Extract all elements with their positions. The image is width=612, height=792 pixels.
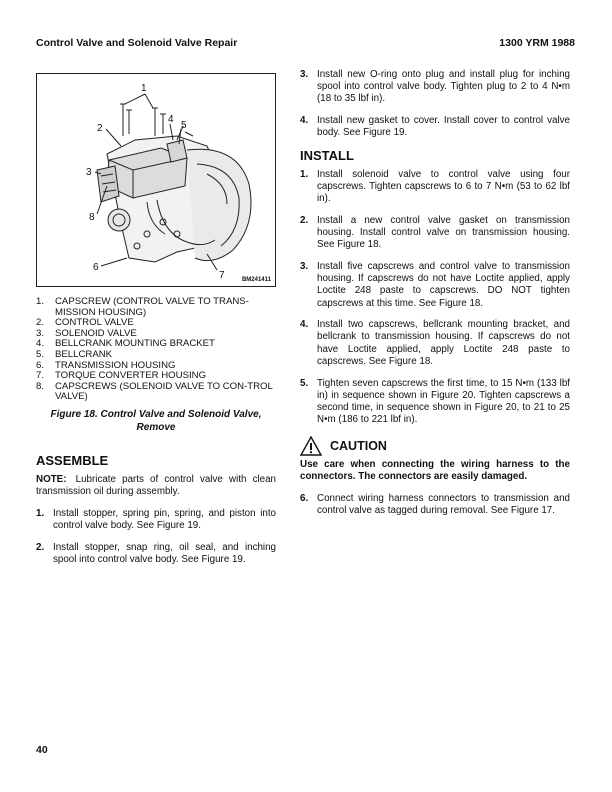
- callout-3: 3: [86, 167, 92, 178]
- legend-num: 4.: [36, 338, 45, 350]
- note-label: NOTE:: [36, 474, 67, 486]
- callout-4: 4: [168, 114, 174, 125]
- assemble-section: [36, 455, 276, 575]
- step-num: 2.: [300, 214, 309, 226]
- legend-text: CONTROL VALVE: [55, 317, 134, 329]
- warning-triangle-icon: [300, 436, 322, 456]
- step-num: 1.: [300, 168, 309, 180]
- step-num: 5.: [300, 377, 309, 389]
- assemble-step: [36, 508, 276, 532]
- step-text: Install solenoid valve to control valve using four capscrews. Tighten capscrews to 6 to 7 N•m (53 to 62 lbf in).: [317, 168, 570, 205]
- step-num: 4.: [300, 115, 309, 127]
- install-step: [300, 378, 570, 427]
- assemble-note: [36, 474, 276, 498]
- legend-text: BELLCRANK MOUNTING BRACKET: [55, 338, 215, 350]
- step-text: Tighten seven capscrews the first time, to 15 N•m (133 lbf in) in sequence shown in Figure 20. Tighten capscrews a second time, in sequence shown in Figure 20, to 21 to 25 N•m (186 to 221 lbf in).: [317, 377, 570, 426]
- step-text: Install five capscrews and control valve to transmission housing. If capscrews do not have Loctite applied, apply Loctite 248 paste to capscrews. DO NOT tighten capscrews at this time. See Figure 18.: [317, 260, 570, 309]
- transmission-drawing: [37, 74, 277, 288]
- callout-6: 6: [93, 262, 99, 273]
- legend-text: SOLENOID VALVE: [55, 327, 137, 339]
- step-text: Install new O-ring onto plug and install plug for inching spool into control valve body. Tighten plug to 2 to 4 N•m (18 to 35 lbf in).: [317, 69, 570, 105]
- legend-num: 7.: [36, 370, 45, 382]
- install-heading: INSTALL: [300, 147, 354, 163]
- step-num: 2.: [36, 541, 45, 553]
- legend-item: [36, 382, 276, 403]
- legend-num: 8.: [36, 380, 45, 392]
- install-step: [300, 215, 570, 252]
- legend-num: 6.: [36, 359, 45, 371]
- step-num: 1.: [36, 507, 45, 519]
- caution-header: [300, 436, 570, 456]
- legend-text: CAPSCREW (CONTROL VALVE TO TRANS-MISSION HOUSING): [55, 296, 249, 318]
- install-step: [300, 319, 570, 368]
- legend-text: CAPSCREWS (SOLENOID VALVE TO CON-TROL VALVE): [55, 380, 273, 403]
- legend-text: TRANSMISSION HOUSING: [55, 359, 176, 371]
- callout-1: 1: [141, 83, 147, 94]
- caution-title: CAUTION: [330, 438, 387, 453]
- assemble-step: [36, 542, 276, 566]
- step-text: Connect wiring harness connectors to transmission and control valve as tagged during removal. See Figure 17.: [317, 493, 570, 517]
- header-section-title: Control Valve and Solenoid Valve Repair: [36, 37, 238, 49]
- legend-item: [36, 297, 276, 318]
- callout-7: 7: [219, 270, 225, 281]
- assemble-heading: ASSEMBLE: [36, 453, 109, 468]
- step-text: Install stopper, spring pin, spring, and piston into control valve body. See Figure 19.: [53, 507, 276, 531]
- callout-8: 8: [89, 212, 95, 223]
- figure-caption: Figure 18. Control Valve and Solenoid Valve, Remove: [50, 409, 262, 433]
- callout-2: 2: [97, 123, 103, 134]
- header-manual-code: 1300 YRM 1988: [499, 37, 575, 49]
- legend-text: TORQUE CONVERTER HOUSING: [55, 370, 207, 382]
- right-column: [300, 69, 570, 527]
- assemble-step: [300, 115, 570, 139]
- legend-num: 2.: [36, 317, 45, 329]
- step-text: Install stopper, snap ring, oil seal, and inching spool into control valve body. See Figure 19.: [53, 541, 276, 565]
- step-num: 6.: [300, 493, 309, 505]
- assemble-step: [300, 69, 570, 106]
- install-step: [300, 493, 570, 517]
- legend-num: 3.: [36, 327, 45, 339]
- step-num: 3.: [300, 260, 309, 272]
- legend-num: 1.: [36, 296, 45, 307]
- page-number: 40: [36, 744, 48, 756]
- figure-code: BM241411: [241, 277, 271, 283]
- note-text: Lubricate parts of control valve with clean transmission oil during assembly.: [36, 474, 276, 498]
- step-text: Install new gasket to cover. Install cover to control valve body. See Figure 19.: [317, 115, 570, 139]
- step-num: 4.: [300, 319, 309, 331]
- step-text: Install two capscrews, bellcrank mounting bracket, and bellcrank to transmission housing. If capscrews do not have Loctite applied, apply Loctite 248 paste to capscrews. See Figure 18.: [317, 319, 570, 367]
- figure-legend: [36, 297, 276, 403]
- step-num: 3.: [300, 69, 309, 80]
- install-step: [300, 261, 570, 310]
- caution-text: Use care when connecting the wiring harness to the connectors. The connectors are easily damaged.: [300, 458, 570, 483]
- callout-5: 5: [181, 120, 187, 131]
- legend-num: 5.: [36, 348, 45, 360]
- install-step: [300, 169, 570, 206]
- step-text: Install a new control valve gasket on transmission housing. Install control valve on transmission housing. See Figure 18.: [317, 214, 570, 251]
- figure-18-illustration: [36, 73, 276, 287]
- legend-text: BELLCRANK: [55, 348, 113, 360]
